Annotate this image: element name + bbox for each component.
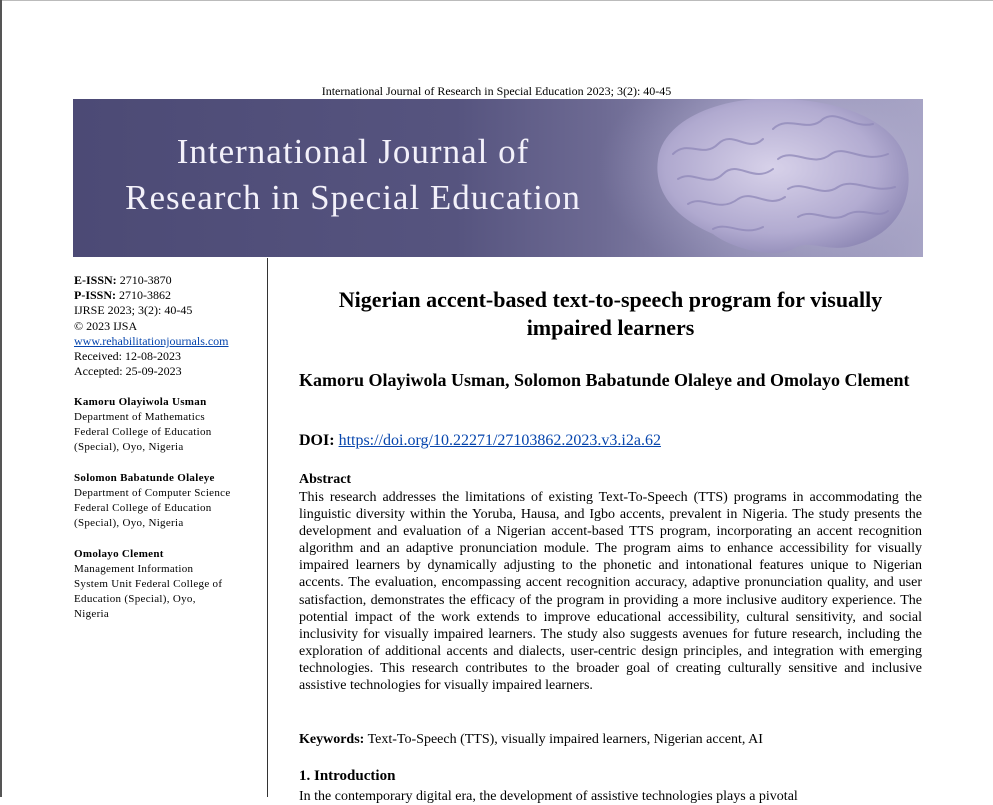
eissn — [74, 273, 264, 288]
pissn-label: P-ISSN: — [74, 288, 117, 303]
author-affiliation-line: Management Information — [74, 563, 194, 576]
banner-title — [73, 129, 633, 221]
sidebar — [74, 273, 264, 622]
column-divider — [267, 258, 268, 797]
banner-title-line-1: International Journal of — [176, 132, 530, 171]
running-head: International Journal of Research in Special Education 2023; 3(2): 40-45 — [321, 84, 672, 98]
author-affiliation-line: Education (Special), Oyo, — [74, 593, 196, 606]
banner-title-line-2: Research in Special Education — [125, 178, 581, 217]
author-name: Kamoru Olayiwola Usman — [74, 396, 207, 409]
author-name: Solomon Babatunde Olaleye — [74, 472, 215, 485]
journal-banner — [73, 99, 923, 257]
citation: IJRSE 2023; 3(2): 40-45 — [74, 303, 193, 318]
pissn-value: 2710-3862 — [119, 288, 172, 303]
keywords-value: Text-To-Speech (TTS), visually impaired learners, Nigerian accent, AI — [367, 732, 763, 747]
introduction-heading: 1. Introduction — [299, 768, 396, 784]
author-affiliation-line: (Special), Oyo, Nigeria — [74, 517, 184, 530]
abstract-heading: Abstract — [299, 472, 352, 487]
author-affiliation-line: Nigeria — [74, 608, 110, 621]
keywords-label: Keywords: — [299, 732, 365, 747]
author-block-3 — [74, 547, 264, 622]
author-affiliation-line: (Special), Oyo, Nigeria — [74, 441, 184, 454]
author-affiliation-line: Federal College of Education — [74, 502, 212, 515]
introduction-text: In the contemporary digital era, the development of assistive technologies plays a pivotal — [299, 789, 798, 804]
author-affiliation-line: System Unit Federal College of — [74, 578, 223, 591]
pissn — [74, 288, 264, 303]
author-block-2 — [74, 471, 264, 531]
page-left-border — [0, 0, 2, 797]
accepted-date: Accepted: 25-09-2023 — [74, 364, 182, 379]
page-top-border — [0, 0, 993, 1]
keywords-line — [299, 732, 922, 748]
website-link[interactable]: www.rehabilitationjournals.com — [74, 333, 229, 348]
author-affiliation-line: Department of Mathematics — [74, 411, 205, 424]
eissn-value: 2710-3870 — [119, 273, 172, 287]
doi-line — [299, 432, 922, 450]
article-authors: Kamoru Olayiwola Usman, Solomon Babatunde Olaleye and Omolayo Clement — [299, 370, 910, 390]
eissn-label: E-ISSN: — [74, 273, 117, 287]
journal-meta — [74, 273, 264, 379]
author-affiliation-line: Department of Computer Science — [74, 487, 231, 500]
doi-label: DOI: — [299, 432, 335, 449]
received-date: Received: 12-08-2023 — [74, 349, 181, 364]
author-name: Omolayo Clement — [74, 548, 164, 561]
author-affiliation-line: Federal College of Education — [74, 426, 212, 439]
doi-link[interactable]: https://doi.org/10.22271/27103862.2023.v3.i2a.62 — [338, 432, 661, 449]
abstract-text: This research addresses the limitations of existing Text-To-Speech (TTS) programs in accommodating the linguistic diversity within the Yoruba, Hausa, and Igbo accents, prevalent in Nigeria. The study presents the development and evaluation of a Nigerian accent-based TTS program, incorporating an accent recognition algorithm and an adaptive pronunciation module. The program aims to enhance accessibility for visually impaired learners by dynamically adjusting to the phonetic and intonational features unique to Nigerian accents. The evaluation, encompassing accent recognition accuracy, adaptive pronunciation quality, and user satisfaction, demonstrates the efficacy of the program in providing a more inclusive auditory experience. The potential impact of the work extends to improve educational accessibility, cultural sensitivity, and social inclusivity for visually impaired learners. The study also suggests avenues for future research, including the exploration of additional accents and dialects, user-centric design principles, and integration with emerging technologies. This research contributes to the broader goal of creating culturally sensitive and inclusive assistive technologies for visually impaired learners. — [299, 490, 922, 694]
article-title: Nigerian accent-based text-to-speech program for visually impaired learners — [338, 287, 883, 340]
author-block-1 — [74, 395, 264, 455]
copyright: © 2023 IJSA — [74, 318, 138, 333]
